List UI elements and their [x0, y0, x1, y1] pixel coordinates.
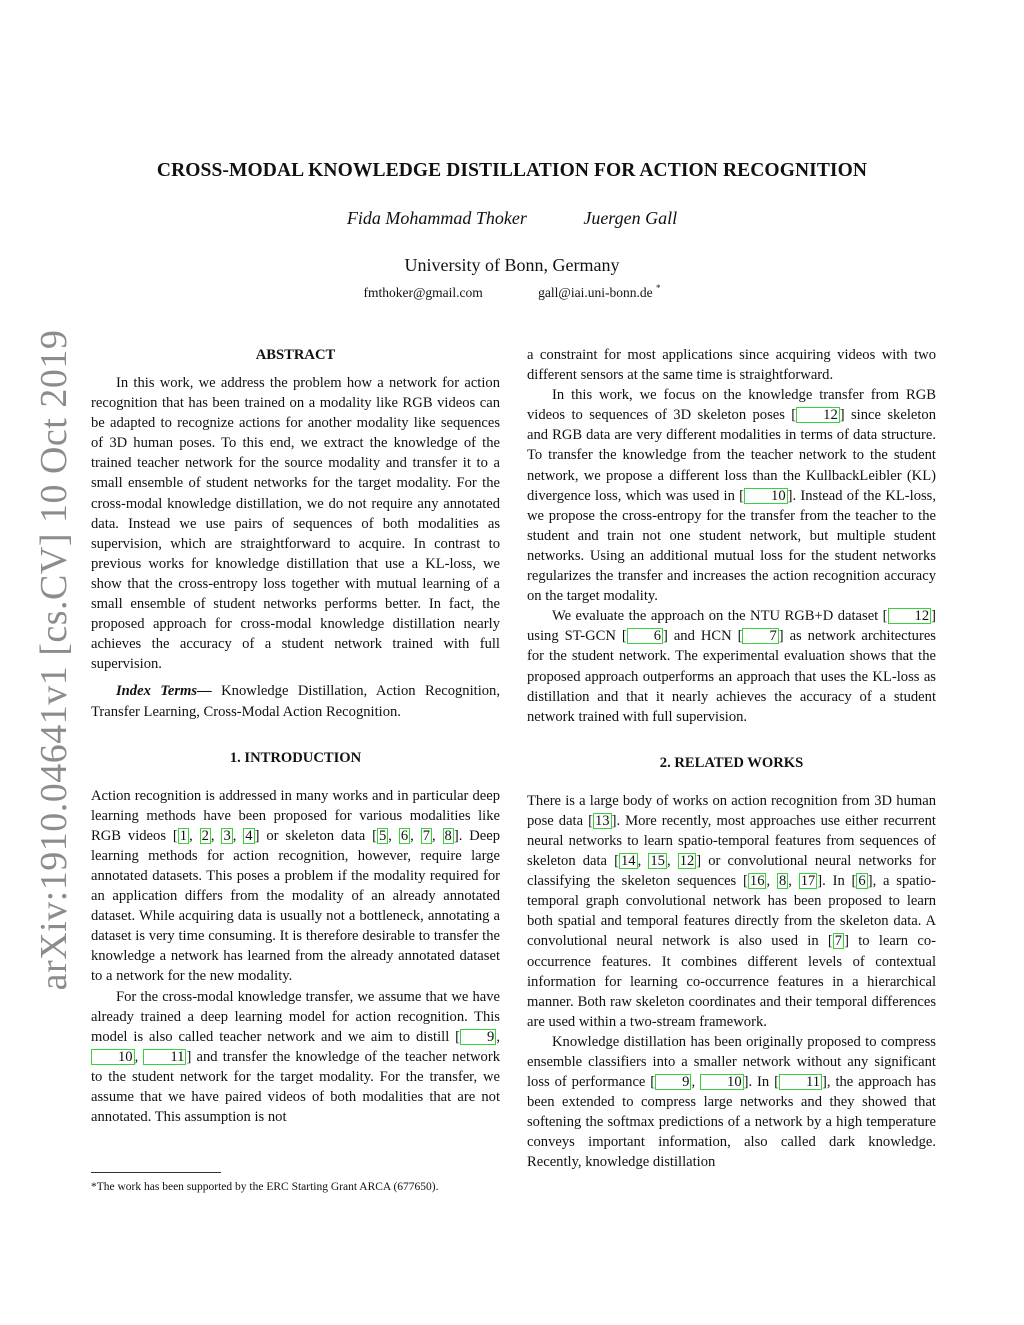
citation-link[interactable]: 9 — [460, 1029, 496, 1045]
citation-link[interactable]: 12 — [679, 853, 695, 870]
citation-link[interactable]: 6 — [627, 628, 663, 644]
citation-link[interactable]: 9 — [655, 1074, 691, 1090]
citation-link[interactable]: 6 — [858, 873, 866, 890]
citation-link[interactable]: 10 — [744, 488, 788, 504]
citation-link[interactable]: 11 — [779, 1074, 822, 1090]
citation-link[interactable]: 12 — [796, 407, 840, 423]
citation-link[interactable]: 8 — [444, 827, 452, 844]
author-name: Fida Mohammad Thoker — [346, 208, 527, 228]
paper-title: CROSS-MODAL KNOWLEDGE DISTILLATION FOR ACTION RECOGNITION — [156, 160, 868, 181]
left-column — [91, 345, 500, 1127]
footnote-divider — [91, 1172, 221, 1173]
intro-paragraph: Action recognition is addressed in many works and in particular deep learning methods have been proposed for various modalities like RGB videos [ 1 , 2 , 3 , 4 ] or skeleton data [ 5 , 6 , 7 , 8 ]. Deep learning methods for action recognition, however, require large annotated datasets. This poses a problem if the modality required for an application differs from the modality of an already annotated dataset. While acquiring data is usually not a bottleneck, annotating a dataset is very time consuming. It is therefore desirable to transfer the knowledge a network has learned from the already annotated dataset to a network for the new modality. — [91, 787, 501, 985]
footnote-mark: * — [655, 283, 661, 293]
footnote: *The work has been supported by the ERC Starting Grant ARCA (677650). — [91, 1181, 439, 1193]
citation-link[interactable]: 13 — [594, 812, 610, 829]
related-works-heading: 2. RELATED WORKS — [659, 754, 804, 771]
author-email: fmthoker@gmail.com — [363, 284, 483, 300]
citation-link[interactable]: 15 — [650, 853, 665, 870]
citation-link[interactable]: 3 — [223, 827, 231, 844]
citation-link[interactable]: 14 — [621, 853, 636, 870]
citation-link[interactable]: 5 — [379, 827, 387, 844]
intro-paragraph: a constraint for most applications since acquiring videos with two different sensors at the same time is straightforward. — [527, 347, 936, 384]
citation-link[interactable]: 12 — [888, 608, 932, 624]
related-paragraph: Knowledge distillation has been originally proposed to compress ensemble classifiers into a smaller network without any significant loss of performance [ 9 , 10 ]. In [ 11 ], the approach has been extended to compress large networks and they showed that softening the softmax predictions of a network by a high temperature conveys important information, also called dark knowledge. Recently, knowledge distillation — [527, 1033, 937, 1171]
abstract-heading: ABSTRACT — [255, 347, 336, 363]
author-email: gall@iai.uni-bonn.de * — [538, 283, 661, 300]
citation-link[interactable]: 7 — [834, 933, 843, 950]
author-list — [0, 208, 1024, 229]
introduction-heading: 1. INTRODUCTION — [229, 749, 362, 766]
intro-paragraph: In this work, we focus on the knowledge transfer from RGB videos to sequences of 3D skeleton poses [ 12 ] since skeleton and RGB data are very different modalities in terms of data structure. To transfer the knowledge from the teacher network to the student network, we propose a different loss than the KullbackLeibler (KL) divergence loss, which was used in [ 10 ]. Instead of the KL-loss, we propose the cross-entropy for the transfer from the teacher to the student and train not one student network, but multiple student networks. Using an additional mutual loss for the student networks regularizes the transfer and increases the action recognition accuracy on the target modality. — [527, 387, 936, 605]
citation-link[interactable]: 8 — [778, 873, 787, 890]
citation-link[interactable]: 4 — [245, 827, 253, 844]
intro-paragraph: For the cross-modal knowledge transfer, we assume that we have already trained a deep learning model for action recognition. This model is also called teacher network and we aim to distill [ 9 , 10 , 11 ] and transfer the knowledge of the teacher network to the student network for the target modality. For the transfer, we assume that we have paired videos of both modalities that are not annotated. This assumption is not — [91, 988, 500, 1126]
citation-link[interactable]: 7 — [422, 827, 430, 844]
citation-link[interactable]: 16 — [749, 873, 765, 890]
right-column — [527, 345, 936, 1173]
arxiv-identifier: arXiv:1910.04641v1 [cs.CV] 10 Oct 2019 — [33, 329, 75, 991]
citation-link[interactable]: 10 — [91, 1049, 135, 1065]
citation-link[interactable]: 10 — [700, 1074, 744, 1090]
affiliation: University of Bonn, Germany — [404, 255, 620, 275]
abstract-text: In this work, we address the problem how a network for action recognition that has been trained on a modality like RGB videos can be adapted to recognize actions for another modality like sequences of 3D human poses. To this end, we extract the knowledge of the trained teacher network for the source modality and transfer it to a small ensemble of student networks for the target modality. For the cross-modal knowledge distillation, we do not require any annotated data. Instead we use pairs of sequences of both modalities as supervision, which are straightforward to acquire. In contrast to previous works for knowledge distillation that use a KL-loss, we show that the cross-entropy loss together with mutual learning of a small ensemble of student networks performs better. In fact, the proposed approach for cross-modal knowledge distillation nearly achieves the accuracy of a student network trained with full supervision. — [91, 375, 500, 673]
citation-link[interactable]: 17 — [800, 873, 816, 890]
index-terms: Index Terms— Knowledge Distillation, Action Recognition, Transfer Learning, Cross-Modal Action Recognition. — [91, 683, 501, 720]
citation-link[interactable]: 6 — [400, 827, 409, 844]
citation-link[interactable]: 11 — [143, 1049, 186, 1065]
citation-link[interactable]: 2 — [201, 827, 209, 844]
author-name: Juergen Gall — [583, 208, 678, 228]
related-paragraph: There is a large body of works on action recognition from 3D human pose data [ 13 ]. More recently, most approaches use either recurrent neural networks to learn spatio-temporal features from sequences of skeleton data [ 14 , 15 , 12 ] or convolutional neural networks for classifying the skeleton sequences [ 16 , 8 , 17 ]. In [ 6 ], a spatio-temporal graph convolutional network has been proposed to learn both spatial and temporal features directly from the skeleton data. A convolutional neural network is also used in [ 7 ] to learn co-occurrence features. It combines different levels of contextual information for learning co-occurrence features in a hierarchical manner. Both raw skeleton coordinates and their temporal differences are used within a two-stream framework. — [527, 792, 937, 1030]
intro-paragraph: We evaluate the approach on the NTU RGB+D dataset [ 12 ] using ST-GCN [ 6 ] and HCN [ 7 ] as network architectures for the student network. The experimental evaluation shows that the proposed approach outperforms an approach that uses the KL-loss as distillation and that it nearly achieves the accuracy of a student network trained with full supervision. — [527, 608, 936, 725]
index-terms-label: Index Terms— — [116, 683, 212, 700]
citation-link[interactable]: 7 — [742, 628, 778, 644]
citation-link[interactable]: 1 — [179, 827, 188, 844]
author-emails — [0, 283, 1024, 301]
